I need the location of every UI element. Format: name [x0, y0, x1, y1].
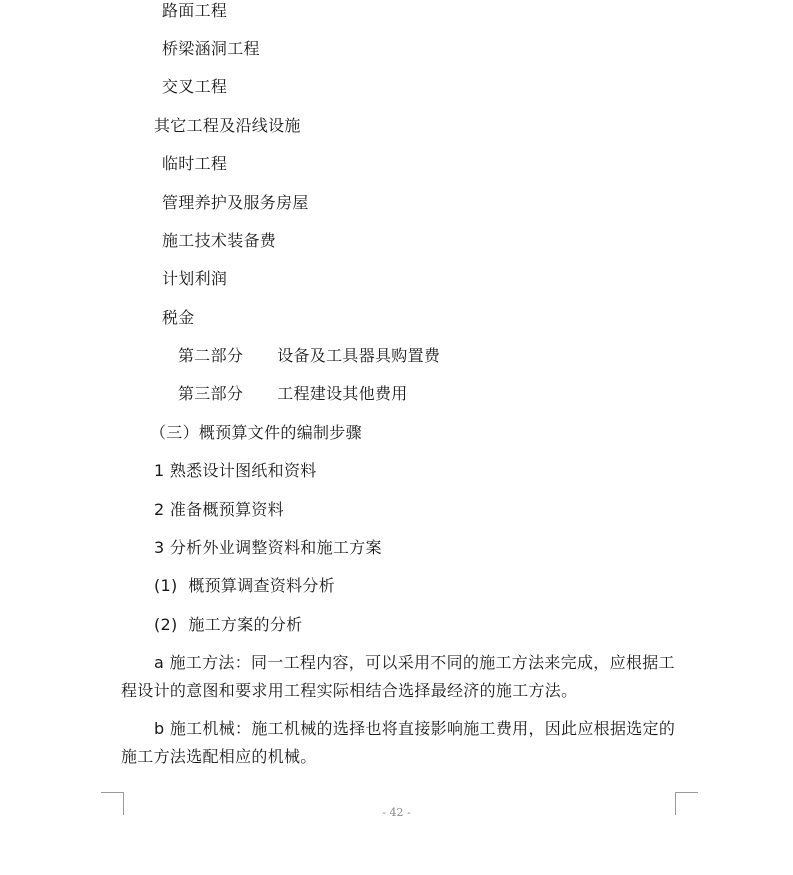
list-item-planned-profit: 计划利润 — [162, 269, 228, 288]
list-item-other-works: 其它工程及沿线设施 — [154, 116, 301, 135]
list-item-equipment-fee: 施工技术装备费 — [162, 231, 277, 250]
part-two-label: 第二部分 — [178, 346, 244, 365]
list-item-bridge-culvert: 桥梁涵洞工程 — [162, 39, 260, 58]
part-three-title: 工程建设其他费用 — [277, 384, 408, 403]
list-item-maintenance-buildings: 管理养护及服务房屋 — [162, 193, 309, 212]
step-3: 3 分析外业调整资料和施工方案 — [154, 538, 382, 557]
substep-2: (2) 施工方案的分析 — [154, 615, 303, 634]
part-two — [178, 346, 440, 366]
list-item-road-works: 路面工程 — [162, 1, 228, 20]
substep-1: (1) 概预算调查资料分析 — [154, 576, 336, 595]
step-1: 1 熟悉设计图纸和资料 — [154, 461, 317, 480]
section-heading: （三）概预算文件的编制步骤 — [150, 423, 362, 442]
list-item-intersection: 交叉工程 — [162, 77, 228, 96]
paragraph-b-line-2: 施工方法选配相应的机械。 — [121, 747, 317, 766]
paragraph-a-line-1: a 施工方法：同一工程内容，可以采用不同的施工方法来完成，应根据工 — [154, 653, 675, 672]
paragraph-a-line-2: 程设计的意图和要求用工程实际相结合选择最经济的施工方法。 — [121, 681, 578, 700]
part-two-title: 设备及工具器具购置费 — [277, 346, 441, 365]
part-three — [178, 384, 408, 404]
step-2: 2 准备概预算资料 — [154, 500, 284, 519]
paragraph-b-line-1: b 施工机械：施工机械的选择也将直接影响施工费用，因此应根据选定的 — [154, 719, 676, 738]
part-three-label: 第三部分 — [178, 384, 244, 403]
list-item-temporary-works: 临时工程 — [162, 154, 228, 173]
list-item-tax: 税金 — [162, 308, 195, 327]
page-number: - 42 - — [382, 806, 411, 819]
